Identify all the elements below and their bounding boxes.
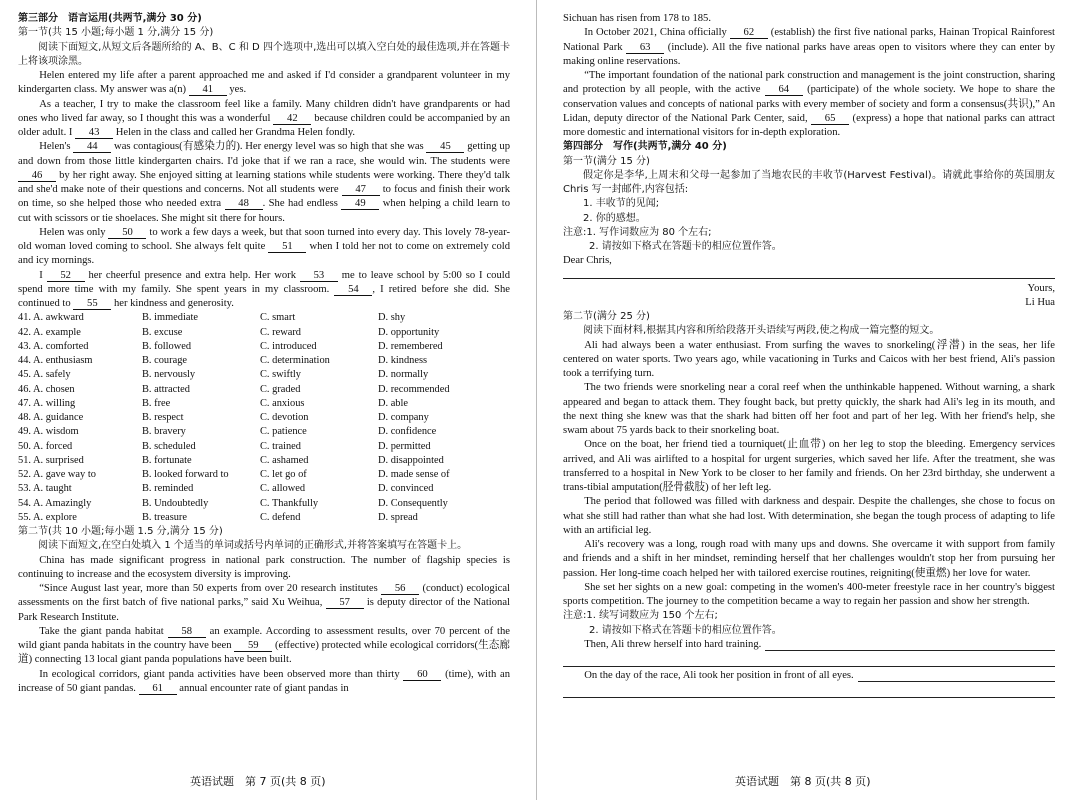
option-c: C. smart bbox=[260, 312, 296, 324]
option-row bbox=[18, 425, 510, 439]
option-d: D. recommended bbox=[378, 383, 450, 395]
blank-62: 62 bbox=[730, 27, 768, 39]
option-a: 43. A. comforted bbox=[18, 340, 89, 352]
grammar-paragraph-4: In ecological corridors, giant panda activities have been observed more than thirty 60 (time), with an increase of 50 giant pandas. 61 annual encounter rate of giant pandas in bbox=[18, 668, 510, 694]
option-b: B. nervously bbox=[142, 369, 196, 381]
option-d: D. normally bbox=[378, 369, 429, 381]
option-a: 47. A. willing bbox=[18, 397, 76, 409]
option-a: 44. A. enthusiasm bbox=[18, 355, 93, 366]
option-c: C. introduced bbox=[260, 340, 317, 352]
option-row bbox=[18, 497, 510, 511]
writing2-note-2: 2. 请按如下格式在答题卡的相应位置作答。 bbox=[589, 624, 782, 636]
writing2-note-1: 注意:1. 续写词数应为 150 个左右; bbox=[563, 610, 718, 622]
letter-closing: Yours, bbox=[1027, 282, 1055, 294]
page-7-footer: 英语试题 第 7 页(共 8 页) bbox=[190, 775, 326, 788]
option-d: D. made sense of bbox=[378, 469, 450, 480]
grammar-paragraph-6: “The important foundation of the national park construction and management is the joint construction, sharing and protection by all people, with the active 64 (participate) of the whole society. We hope to share the conservation values and concepts of national parks with every member of society and form a consensus(共识),” An Lidan, deputy director of the National Park Center, said, 65 (express) a hope that national parks can attract more domestic and international visitors for in-depth exploration. bbox=[563, 70, 1055, 138]
blank-45: 45 bbox=[426, 141, 464, 153]
option-d: D. convinced bbox=[378, 483, 434, 495]
answer-line bbox=[563, 683, 1055, 698]
option-d: D. shy bbox=[378, 312, 406, 324]
option-c: C. patience bbox=[260, 426, 307, 438]
letter-salutation: Dear Chris, bbox=[563, 255, 612, 267]
blank-65: 65 bbox=[811, 113, 849, 125]
part3-title: 第三部分 语言运用(共两节,满分 30 分) bbox=[18, 13, 202, 24]
answer-line bbox=[563, 269, 1055, 279]
writing2-instructions: 阅读下面材料,根据其内容和所给段落开头语续写两段,使之构成一篇完整的短文。 bbox=[583, 325, 940, 337]
blank-49: 49 bbox=[341, 198, 379, 210]
writing1-note-1: 注意:1. 写作词数应为 80 个左右; bbox=[563, 226, 712, 238]
option-d: D. spread bbox=[378, 511, 418, 523]
option-a: 45. A. safely bbox=[18, 369, 71, 381]
option-b: B. free bbox=[142, 397, 171, 409]
option-row bbox=[18, 311, 510, 325]
writing2-title: 第二节(满分 25 分) bbox=[563, 311, 650, 322]
section1-instructions: 阅读下面短文,从短文后各题所给的 A、B、C 和 D 四个选项中,选出可以填入空白处的最佳选项,并在答题卡上将该项涂黑。 bbox=[18, 41, 510, 67]
option-b: B. fortunate bbox=[142, 454, 192, 466]
grammar-paragraph-4-continued: Sichuan has risen from 178 to 185. bbox=[563, 13, 711, 24]
option-row bbox=[18, 397, 510, 411]
story-paragraph-4: The period that followed was filled with darkness and despair. Despite the challenges, she chose to focus on what she still had rather than what she had lost. With determination, she began the tough process of adapting to life with an artificial leg. bbox=[563, 496, 1055, 536]
option-a: 41. A. awkward bbox=[18, 312, 84, 324]
blank-55: 55 bbox=[73, 298, 111, 310]
option-a: 52. A. gave way to bbox=[18, 469, 96, 480]
option-b: B. courage bbox=[142, 355, 188, 366]
story-paragraph-1: Ali had always been a water enthusiast. From surfing the waves to snorkeling(浮潜) in the seas, her life centered on water sports. Two years ago, while vacationing in Turks and Caicos with her best friend, Ali's passion took a terrifying turn. bbox=[563, 339, 1055, 379]
cloze-paragraph-1: Helen entered my life after a parent approached me and asked if I'd consider a grandparent volunteer in my kindergarten class. My answer was a(n) 41 yes. bbox=[18, 70, 510, 96]
blank-59: 59 bbox=[234, 640, 272, 652]
option-d: D. able bbox=[378, 397, 409, 409]
option-c: C. determination bbox=[260, 355, 330, 366]
option-d: D. disappointed bbox=[378, 454, 444, 466]
option-row bbox=[18, 511, 510, 525]
continuation-start-2: On the day of the race, Ali took her position in front of all eyes. bbox=[563, 669, 1055, 683]
option-row bbox=[18, 354, 510, 368]
page-8-footer: 英语试题 第 8 页(共 8 页) bbox=[735, 775, 871, 788]
option-a: 42. A. example bbox=[18, 326, 81, 338]
option-row bbox=[18, 411, 510, 425]
blank-48: 48 bbox=[225, 198, 263, 210]
writing1-title: 第一节(满分 15 分) bbox=[563, 155, 650, 167]
continuation-start-1: Then, Ali threw herself into hard training. bbox=[563, 638, 1055, 652]
options-table bbox=[18, 311, 510, 525]
option-c: C. ashamed bbox=[260, 454, 309, 466]
option-row bbox=[18, 326, 510, 340]
blank-43: 43 bbox=[75, 127, 113, 139]
option-c: C. swiftly bbox=[260, 369, 301, 381]
cloze-paragraph-4: Helen was only 50 to work a few days a week, but that soon turned into every day. This lovely 78-year-old woman loved coming to school. She always felt quite 51 when I told her not to come on extremely cold and icy mornings. bbox=[18, 226, 510, 267]
blank-47: 47 bbox=[342, 184, 380, 196]
blank-42: 42 bbox=[273, 113, 311, 125]
blank-41: 41 bbox=[189, 84, 227, 96]
story-paragraph-3: Once on the boat, her friend tied a tourniquet(止血带) on her leg to stop the bleeding. Emergency services arrived, and Ali was airlifted to a hospital for urgent surgeries, which saved her life. After the treatment, she was transferred to a hospital in New York to be closer to her family and friends. On her 23rd birthday, she underwent a trans-tibial amputation(胫骨截肢) of her left leg. bbox=[563, 439, 1055, 493]
blank-56: 56 bbox=[381, 583, 419, 595]
section2-title: 第二节(共 10 小题;每小题 1.5 分,满分 15 分) bbox=[18, 526, 223, 537]
grammar-paragraph-2: “Since August last year, more than 50 experts from over 20 research institutes 56 (conduct) ecological assessments on the first batch of five national parks,” said Xu Weihua, 57 is deputy director of the National Park Research Institute. bbox=[18, 583, 510, 623]
option-row bbox=[18, 340, 510, 354]
option-row bbox=[18, 482, 510, 496]
story-paragraph-2: The two friends were snorkeling near a coral reef when the unthinkable happened. Without warning, a shark appeared and began to attack them. They fought back, but pretty quickly, the shark had Ali's leg in its mouth, and the next thing she knew was that the shark had bitten off her foot and part of her leg. With her friend's help, she swam about 75 yards back to their snorkeling boat. bbox=[563, 382, 1055, 436]
section2-instructions: 阅读下面短文,在空白处填入 1 个适当的单词或括号内单词的正确形式,并将答案填写在答题卡上。 bbox=[38, 540, 468, 552]
blank-60: 60 bbox=[403, 669, 441, 681]
option-b: B. treasure bbox=[142, 511, 188, 523]
option-b: B. excuse bbox=[142, 326, 183, 338]
option-c: C. anxious bbox=[260, 397, 305, 409]
option-a: 54. A. Amazingly bbox=[18, 497, 92, 509]
writing1-item-1: 1. 丰收节的见闻; bbox=[583, 198, 660, 210]
part4-title: 第四部分 写作(共两节,满分 40 分) bbox=[563, 141, 727, 153]
option-row bbox=[18, 454, 510, 468]
page-8 bbox=[563, 12, 1055, 698]
option-b: B. bravery bbox=[142, 426, 186, 438]
option-c: C. let go of bbox=[260, 469, 307, 480]
writing1-instructions: 假定你是李华,上周末和父母一起参加了当地农民的丰收节(Harvest Festival)。请就此事给你的英国朋友 Chris 写一封邮件,内容包括: bbox=[563, 169, 1055, 195]
option-c: C. trained bbox=[260, 440, 301, 452]
option-a: 46. A. chosen bbox=[18, 383, 75, 395]
option-d: D. remembered bbox=[378, 340, 443, 352]
option-b: B. looked forward to bbox=[142, 469, 229, 480]
option-c: C. reward bbox=[260, 326, 301, 338]
option-d: D. kindness bbox=[378, 355, 428, 366]
page-7 bbox=[18, 12, 510, 696]
cloze-paragraph-3: Helen's 44 was contagious(有感染力的). Her energy level was so high that she was 45 getting up and down from those little kindergarten chairs. I'd joke that if we ran a race, she would win. The students were 46 by her right away. She enjoyed sitting at learning stations while students were working. There they'd talk and she'd make note of their questions and concerns. Not all students were 47 to focus and finish their work on time, so she helped those who needed extra 48 . She had endless 49 when helping a child learn to cut with scissors or tie shoelaces. She might sit there for hours. bbox=[18, 141, 510, 224]
option-a: 51. A. surprised bbox=[18, 454, 84, 466]
option-a: 55. A. explore bbox=[18, 511, 77, 523]
option-row bbox=[18, 383, 510, 397]
option-c: C. allowed bbox=[260, 483, 306, 495]
option-row bbox=[18, 468, 510, 482]
answer-line bbox=[563, 652, 1055, 667]
option-d: D. company bbox=[378, 412, 429, 423]
grammar-paragraph-1: China has made significant progress in national park construction. The number of flagship species is continuing to increase and the ecosystem diversity is improving. bbox=[18, 554, 510, 580]
blank-51: 51 bbox=[268, 241, 306, 253]
writing1-item-2: 2. 你的感想。 bbox=[583, 212, 646, 224]
grammar-paragraph-5: In October 2021, China officially 62 (establish) the first five national parks, Hainan Tropical Rainforest National Park 63 (include). All the five national parks have areas open to visitors where they can enter by making online reservations. bbox=[563, 27, 1055, 67]
blank-61: 61 bbox=[139, 683, 177, 695]
option-d: D. Consequently bbox=[378, 497, 448, 509]
option-d: D. confidence bbox=[378, 426, 437, 438]
option-d: D. opportunity bbox=[378, 326, 440, 338]
option-a: 49. A. wisdom bbox=[18, 426, 79, 438]
blank-53: 53 bbox=[300, 270, 338, 282]
option-b: B. reminded bbox=[142, 483, 194, 495]
story-paragraph-5: Ali's recovery was a long, rough road with many ups and downs. She overcame it with support from family and friends and a shift in her mindset, reminding herself that her challenges wouldn't stop her from pursuing her passion. Her long-time coach helped her with tailored exercise routines, reigniting(使重燃) her love for water. bbox=[563, 539, 1055, 579]
blank-52: 52 bbox=[47, 270, 85, 282]
blank-54: 54 bbox=[334, 284, 372, 296]
writing1-note-2: 2. 请按如下格式在答题卡的相应位置作答。 bbox=[589, 241, 782, 252]
option-a: 53. A. taught bbox=[18, 483, 72, 495]
section1-title: 第一节(共 15 小题;每小题 1 分,满分 15 分) bbox=[18, 27, 214, 39]
option-row bbox=[18, 368, 510, 382]
option-c: C. defend bbox=[260, 511, 301, 523]
option-d: D. permitted bbox=[378, 440, 431, 452]
cloze-paragraph-2: As a teacher, I try to make the classroom feel like a family. Many children didn't have grandparents or had ones who lived far away, so I thought this was a wonderful 42 because children could be accompanied by an older adult. I 43 Helen in the class and called her Grandma Helen fondly. bbox=[18, 98, 510, 138]
page-divider bbox=[536, 0, 537, 800]
story-paragraph-6: She set her sights on a new goal: competing in the women's 400-meter freestyle race in her country's biggest sports competition. The journey to the competition became a way to regain her passion and show her strength. bbox=[563, 581, 1055, 607]
option-b: B. followed bbox=[142, 340, 192, 352]
blank-50: 50 bbox=[108, 227, 146, 239]
option-row bbox=[18, 440, 510, 454]
grammar-paragraph-3: Take the giant panda habitat 58 an example. According to assessment results, over 70 percent of the wild giant panda habitats in the country have been 59 (effective) protected while ecological corridors(生态廊道) connecting 13 local giant panda populations have been built. bbox=[18, 625, 511, 666]
cloze-paragraph-5: I 52 her cheerful presence and extra help. Her work 53 me to leave school by 5:00 so I could spend more time with my family. She spent years in my classroom. 54 , I retired before she did. She continued to 55 her kindness and generosity. bbox=[18, 269, 511, 309]
option-a: 50. A. forced bbox=[18, 440, 73, 452]
option-b: B. attracted bbox=[142, 383, 190, 395]
blank-44: 44 bbox=[73, 141, 111, 153]
blank-46: 46 bbox=[18, 170, 56, 182]
blank-63: 63 bbox=[626, 42, 664, 54]
option-c: C. Thankfully bbox=[260, 497, 319, 509]
letter-signature: Li Hua bbox=[1025, 296, 1055, 308]
blank-64: 64 bbox=[765, 84, 803, 96]
option-b: B. Undoubtedly bbox=[142, 497, 209, 509]
option-a: 48. A. guidance bbox=[18, 412, 84, 423]
option-c: C. graded bbox=[260, 383, 301, 395]
option-b: B. scheduled bbox=[142, 440, 196, 452]
blank-57: 57 bbox=[326, 597, 364, 609]
option-b: B. immediate bbox=[142, 312, 198, 324]
option-c: C. devotion bbox=[260, 412, 309, 423]
blank-58: 58 bbox=[168, 626, 206, 638]
option-b: B. respect bbox=[142, 412, 184, 423]
